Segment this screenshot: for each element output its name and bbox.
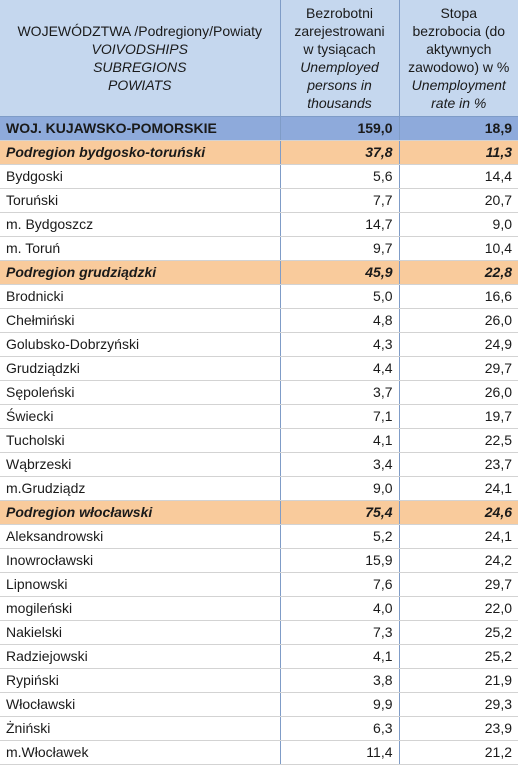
rate-cell: 16,6 (399, 285, 518, 309)
header-unemployed-pl-2: zarejestrowani (294, 23, 385, 39)
region-name-cell: m.Włocławek (0, 741, 280, 765)
table-row (0, 477, 518, 501)
unemployed-cell: 37,8 (280, 141, 399, 165)
region-name-cell: Toruński (0, 189, 280, 213)
subregion-row (0, 261, 518, 285)
rate-cell: 14,4 (399, 165, 518, 189)
region-name-cell: Świecki (0, 405, 280, 429)
rate-cell: 11,3 (399, 141, 518, 165)
region-name-cell: m. Toruń (0, 237, 280, 261)
header-region (0, 0, 280, 117)
region-name-cell: Chełmiński (0, 309, 280, 333)
unemployed-cell: 3,7 (280, 381, 399, 405)
rate-cell: 22,0 (399, 597, 518, 621)
unemployed-cell: 75,4 (280, 501, 399, 525)
rate-cell: 9,0 (399, 213, 518, 237)
subregion-row (0, 141, 518, 165)
header-unemployed (280, 0, 399, 117)
rate-cell: 26,0 (399, 309, 518, 333)
header-rate (399, 0, 518, 117)
table-row (0, 621, 518, 645)
header-region-voivodships: VOIVODSHIPS (91, 41, 188, 57)
unemployed-cell: 9,9 (280, 693, 399, 717)
rate-cell: 29,7 (399, 357, 518, 381)
region-name-cell: Żniński (0, 717, 280, 741)
rate-cell: 10,4 (399, 237, 518, 261)
table-row (0, 285, 518, 309)
region-name-cell: Sępoleński (0, 381, 280, 405)
region-name-cell: Nakielski (0, 621, 280, 645)
header-rate-pl-1: Stopa (440, 5, 478, 21)
unemployed-cell: 9,0 (280, 477, 399, 501)
header-row (0, 0, 518, 117)
header-region-pl: WOJEWÓDZTWA /Podregiony/Powiaty (17, 23, 263, 39)
table-row (0, 213, 518, 237)
unemployed-cell: 14,7 (280, 213, 399, 237)
region-name-cell: Rypiński (0, 669, 280, 693)
region-name-cell: m. Bydgoszcz (0, 213, 280, 237)
unemployed-cell: 5,2 (280, 525, 399, 549)
unemployed-cell: 7,1 (280, 405, 399, 429)
region-name-cell: Wąbrzeski (0, 453, 280, 477)
unemployed-cell: 9,7 (280, 237, 399, 261)
header-rate-pl-2: bezrobocia (do (412, 23, 506, 39)
rate-cell: 20,7 (399, 189, 518, 213)
rate-cell: 26,0 (399, 381, 518, 405)
unemployed-cell: 6,3 (280, 717, 399, 741)
table-row (0, 525, 518, 549)
rate-cell: 24,9 (399, 333, 518, 357)
header-rate-pl-3: aktywnych (426, 41, 492, 57)
unemployed-cell: 4,1 (280, 429, 399, 453)
unemployed-cell: 159,0 (280, 117, 399, 141)
unemployed-cell: 4,4 (280, 357, 399, 381)
header-unemployed-pl-1: Bezrobotni (306, 5, 373, 21)
unemployed-cell: 3,4 (280, 453, 399, 477)
region-name-cell: m.Grudziądz (0, 477, 280, 501)
table-body (0, 117, 518, 765)
rate-cell: 29,3 (399, 693, 518, 717)
header-rate-en-1: Unemployment (411, 77, 506, 93)
region-name-cell: Podregion bydgosko-toruński (0, 141, 280, 165)
rate-cell: 24,1 (399, 477, 518, 501)
rate-cell: 22,5 (399, 429, 518, 453)
table-row (0, 237, 518, 261)
table-row (0, 669, 518, 693)
rate-cell: 24,1 (399, 525, 518, 549)
rate-cell: 25,2 (399, 645, 518, 669)
table-row (0, 405, 518, 429)
table-row (0, 429, 518, 453)
rate-cell: 21,9 (399, 669, 518, 693)
subregion-row (0, 501, 518, 525)
header-region-subregions: SUBREGIONS (93, 59, 187, 75)
region-name-cell: Lipnowski (0, 573, 280, 597)
unemployed-cell: 5,6 (280, 165, 399, 189)
table-row (0, 333, 518, 357)
unemployed-cell: 4,8 (280, 309, 399, 333)
region-name-cell: Tucholski (0, 429, 280, 453)
header-unemployed-en-3: thousands (307, 95, 372, 111)
header-unemployed-en-1: Unemployed (300, 59, 379, 75)
voivodship-row (0, 117, 518, 141)
unemployed-cell: 4,0 (280, 597, 399, 621)
table-row (0, 717, 518, 741)
region-name-cell: Brodnicki (0, 285, 280, 309)
unemployed-cell: 5,0 (280, 285, 399, 309)
table-row (0, 597, 518, 621)
table-row (0, 693, 518, 717)
table-row (0, 549, 518, 573)
region-name-cell: Włocławski (0, 693, 280, 717)
header-region-powiats: POWIATS (107, 77, 172, 93)
region-name-cell: Golubsko-Dobrzyński (0, 333, 280, 357)
header-unemployed-en-2: persons in (307, 77, 372, 93)
table-row (0, 189, 518, 213)
table-row (0, 165, 518, 189)
table-row (0, 309, 518, 333)
rate-cell: 29,7 (399, 573, 518, 597)
rate-cell: 19,7 (399, 405, 518, 429)
table-row (0, 645, 518, 669)
table-row (0, 573, 518, 597)
table-row (0, 453, 518, 477)
region-name-cell: Grudziądzki (0, 357, 280, 381)
region-name-cell: WOJ. KUJAWSKO-POMORSKIE (0, 117, 280, 141)
region-name-cell: Bydgoski (0, 165, 280, 189)
rate-cell: 21,2 (399, 741, 518, 765)
unemployed-cell: 15,9 (280, 549, 399, 573)
table-row (0, 741, 518, 765)
unemployed-cell: 3,8 (280, 669, 399, 693)
unemployed-cell: 4,1 (280, 645, 399, 669)
rate-cell: 22,8 (399, 261, 518, 285)
region-name-cell: Radziejowski (0, 645, 280, 669)
table-row (0, 357, 518, 381)
region-name-cell: Aleksandrowski (0, 525, 280, 549)
unemployed-cell: 7,7 (280, 189, 399, 213)
table-header (0, 0, 518, 117)
rate-cell: 23,7 (399, 453, 518, 477)
rate-cell: 25,2 (399, 621, 518, 645)
header-rate-en-2: rate in % (431, 95, 487, 111)
unemployed-cell: 7,6 (280, 573, 399, 597)
unemployed-cell: 7,3 (280, 621, 399, 645)
rate-cell: 24,2 (399, 549, 518, 573)
region-name-cell: mogileński (0, 597, 280, 621)
header-unemployed-pl-3: w tysiącach (303, 41, 376, 57)
rate-cell: 18,9 (399, 117, 518, 141)
unemployed-cell: 45,9 (280, 261, 399, 285)
unemployed-cell: 11,4 (280, 741, 399, 765)
region-name-cell: Podregion włocławski (0, 501, 280, 525)
region-name-cell: Podregion grudziądzki (0, 261, 280, 285)
table-row (0, 381, 518, 405)
region-name-cell: Inowrocławski (0, 549, 280, 573)
header-rate-pl-4: zawodowo) w % (408, 59, 510, 75)
unemployed-cell: 4,3 (280, 333, 399, 357)
rate-cell: 24,6 (399, 501, 518, 525)
rate-cell: 23,9 (399, 717, 518, 741)
